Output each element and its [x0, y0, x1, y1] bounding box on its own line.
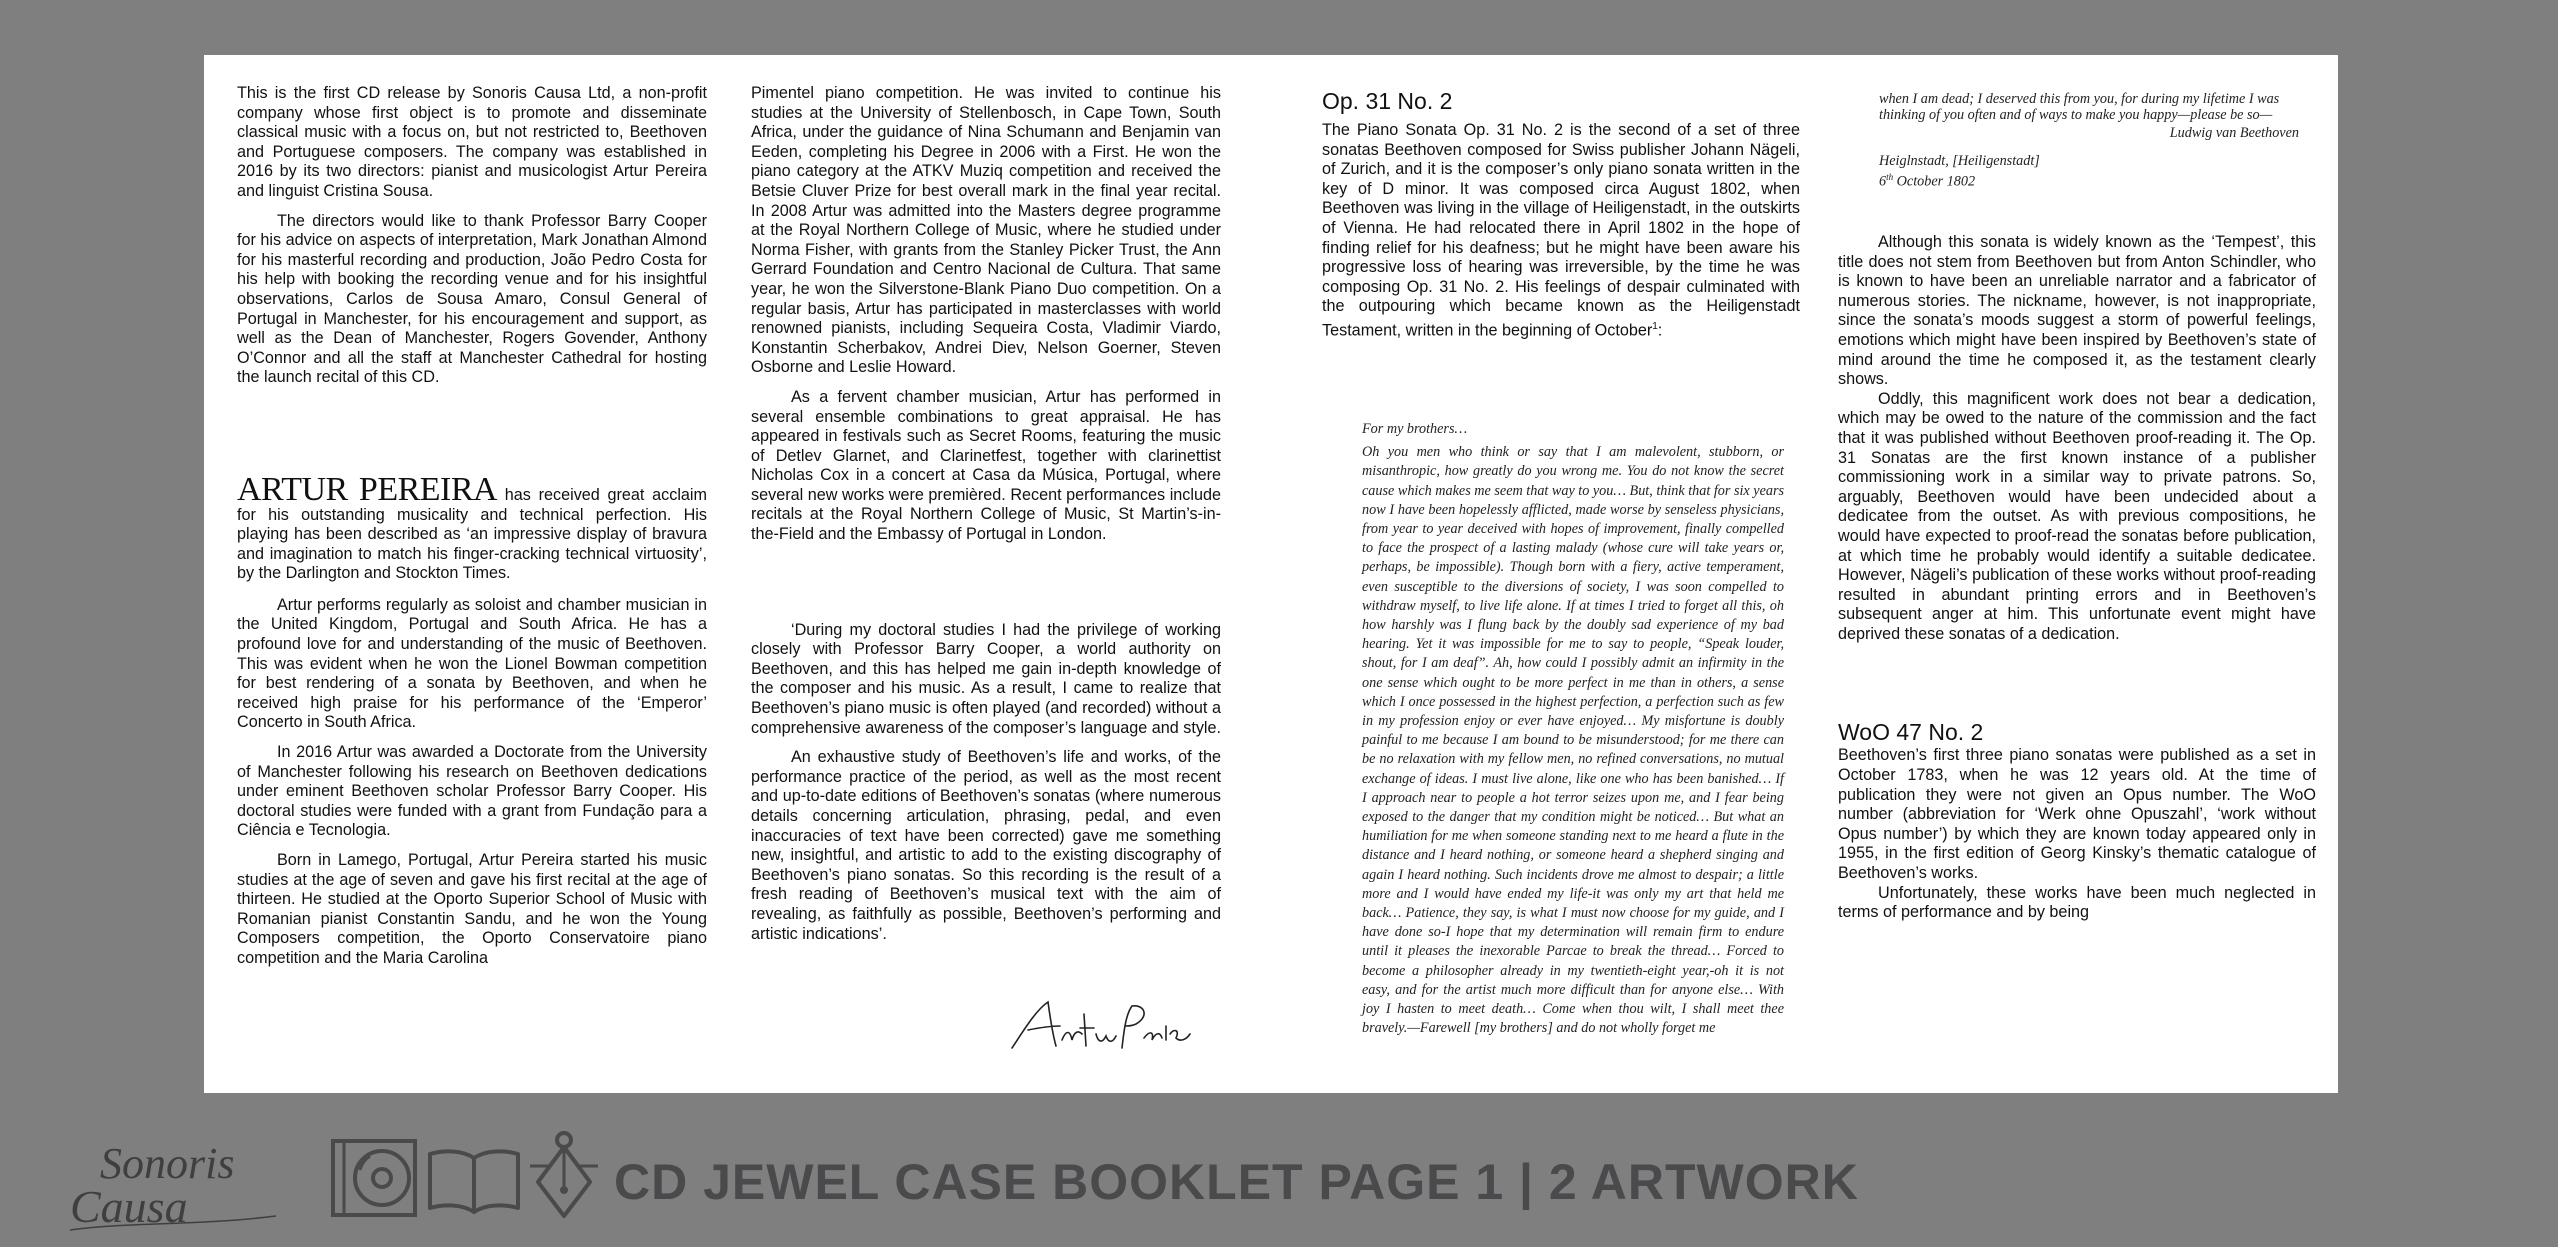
bio-paragraph-2: Artur performs regularly as soloist and chamber musician in the United Kingdom, Portugal and South Africa. He has a profound love for and understanding of the music of Beethoven. This was evident when he won the Lionel Bowman competition for best rendering of a sonata by Beethoven, and when he received high praise for his performance of the ‘Emperor’ Concerto in South Africa.: [237, 595, 707, 732]
handwritten-signature: [1004, 990, 1194, 1060]
column-3: [1322, 87, 1800, 341]
op31-text: The Piano Sonata Op. 31 No. 2 is the second of a set of three sonatas Beethoven composed for Swiss publisher Johann Nägeli, of Zurich, and it is the composer’s only piano sonata written in the key of D minor. It was composed circa August 1802, when Beethoven was living in the village of Heiligenstadt, in the outskirts of Vienna. He had relocated there in April 1802 in the hope of finding relief for his deafness; but he might have been aware his progressive loss of hearing was irreversible, by the time he was composing Op. 31 No. 2. His feelings of despair culminated with the outpouring which became known as the Heiligenstadt Testament, written in the beginning of October: [1322, 121, 1800, 340]
testament-coda: [1879, 91, 2299, 190]
letter-salutation: For my brothers…: [1362, 421, 1468, 437]
footer-title: CD JEWEL CASE BOOKLET PAGE 1 | 2 ARTWORK: [614, 1154, 1859, 1210]
letter-body: Oh you men who think or say that I am malevolent, stubborn, or misanthropic, how greatly do you wrong me. You do not know the secret cause which makes me seem that way to you… But, think that for six years now I have been hopelessly afflicted, made worse by senseless physicians, from year to year deceived with hopes of improvement, finally compelled to face the prospect of a lasting malady (whose cure will take years or, perhaps, be impossible). Though born with a fiery, active temperament, even susceptible to the diversions of society, I was soon compelled to withdraw myself, to live life alone. If at times I tried to forget all this, oh how harshly was I flung back by the doubly sad experience of my bad hearing. Yet it was impossible for me to say to people, “Speak louder, shout, for I am deaf”. Ah, how could I possibly admit an infirmity in the one sense which ought to be more perfect in me than in others, a sense which I once possessed in the highest perfection, a perfection such as few in my profession enjoy or ever have enjoyed… My misfortune is doubly painful to me because I am bound to be misunderstood; for me there can be no relaxation with my fellow men, no refined conversations, no mutual exchange of ideas. I must live alone, like one who has been banished… If I approach near to people a hot terror seizes upon me, and I fear being exposed to the danger that my condition might be noticed… But what an humiliation for me when someone standing next to me heard a flute in the distance and I heard nothing, or someone heard a shepherd singing and again I heard nothing. Such incidents drove me almost to despair; a little more and I would have ended my life-it was only my art that held me back… Patience, they say, is what I must now choose for my guide, and I have done so-I hope that my determination will remain firm to endure until it pleases the inexorable Parcae to break the thread… Forced to become a philosopher already in my twentieth-eight year,-oh it is not easy, and for the artist much more difficult than for anyone else… With joy I hasten to meet death… Come when thou wilt, I shall meet thee bravely.—Farewell [my brothers] and do not wholly forget me: [1362, 444, 1785, 1037]
dedication-paragraph: Oddly, this magnificent work does not bear a dedication, which may be owed to the nature of the commission and the fact that it was published without Beethoven proof-reading it. The Op. 31 Sonatas are the first known instance of a publisher commissioning work in a similar way to private patrons. So, arguably, Beethoven would have been undecided about a dedicatee from the outset. As with previous compositions, he would have expected to proof-read the sonatas before publication, at which time he probably would identify a suitable dedicatee. However, Nägeli’s publication of these works without proof-reading resulted in abundant printing errors and in Beethoven’s subsequent anger at him. This unfortunate event might have deprived these sonatas of a dedication.: [1838, 389, 2316, 643]
open-book-icon: [426, 1146, 522, 1216]
tempest-paragraph: Although this sonata is widely known as the ‘Tempest’, this title does not stem from Beethoven but from Anton Schindler, who is known to have been an unreliable narrator and a fabricator of numerous stories. The nickname, however, is not inappropriate, since the sonata’s moods suggest a storm of powerful feelings, emotions which might have been inspired by Beethoven’s state of mind around the time he composed it, as the testament clearly shows.: [1838, 233, 2316, 389]
svg-text:Causa: Causa: [70, 1181, 188, 1232]
testament-excerpt: [1362, 420, 1784, 1039]
coda-signature: Ludwig van Beethoven: [2169, 125, 2299, 141]
pen-nib-icon: [528, 1130, 600, 1220]
thanks-paragraph: The directors would like to thank Professor Barry Cooper for his advice on aspects of interpretation, Mark Jonathan Almond for his masterful recording and production, João Pedro Costa for his help with booking the recording venue and for his insightful observations, Carlos de Sousa Amaro, Consul General of Portugal in Manchester, for his encouragement and support, as well as the Dean of Manchester, Rogers Govender, Anthony O’Connor and all the staff at Manchester Cathedral for hosting the launch recital of this CD.: [237, 211, 707, 387]
bio-paragraph-4: Born in Lamego, Portugal, Artur Pereira started his music studies at the age of seven and gave his first recital at the age of thirteen. He studied at the Oporto Superior School of Music with Romanian pianist Constantin Sandu, and he won the Young Composers competition, the Oporto Conservatoire piano competition and the Maria Carolina: [237, 851, 707, 967]
column-4: [1838, 87, 2316, 923]
bio-paragraph-6: As a fervent chamber musician, Artur has performed in several ensemble combinations to great appraisal. He has appeared in festivals such as Secret Rooms, featuring the music of Detlev Glarnet, and Clarinetfest, together with clarinettist Nicholas Cox in a concert at Casa da Música, Portugal, where several new works were premièred. Recent performances include recitals at the Royal Northern College of Music, St Martin’s-in-the-Field and the Embassy of Portugal in London.: [751, 387, 1221, 544]
coda-day: 6: [1879, 173, 1887, 190]
spacer: [751, 555, 1221, 621]
svg-text:Sonoris: Sonoris: [100, 1139, 235, 1188]
op31-paragraph: [1322, 121, 1800, 341]
bio-text-1: has received great acclaim for his outstanding musicality and technical perfection. His playing has been described as ‘an impressive display of bravura and imagination to match his finger-cracking technical virtuosity’, by the Darlington and Stockton Times.: [237, 485, 707, 583]
column-1: [237, 84, 707, 969]
spacer: [1838, 654, 2316, 718]
bio-paragraph-3: In 2016 Artur was awarded a Doctorate from the University of Manchester following his research on Beethoven dedications under eminent Beethoven scholar Professor Barry Cooper. His doctoral studies were funded with a grant from Fundação para a Ciência e Tecnologia.: [237, 743, 707, 840]
section-heading-woo47: WoO 47 No. 2: [1838, 719, 1984, 746]
woo47-paragraph-2: Unfortunately, these works have been much neglected in terms of performance and by being: [1838, 883, 2316, 922]
spacer: [237, 398, 707, 480]
quote-paragraph-2: An exhaustive study of Beethoven’s life and works, of the performance practice of the period, as well as the most recent and up-to-date editions of Beethoven’s sonatas (where numerous details concerning articulation, phrasing, pedal, and even inaccuracies of text have been corrected) gave me something new, insightful, and artistic to add to the existing discography of Beethoven’s piano sonatas. So this recording is the result of a fresh reading of Beethoven’s musical text with the aim of revealing, as faithfully as possible, Beethoven’s performing and artistic indications’.: [751, 748, 1221, 943]
coda-ordinal: th: [1886, 172, 1894, 182]
bio-paragraph-1: [237, 470, 707, 584]
coda-date: [1879, 169, 2299, 190]
op31-text-end: :: [1657, 321, 1663, 340]
bio-paragraph-5: Pimentel piano competition. He was invited to continue his studies at the University of Stellenbosch, in Cape Town, South Africa, under the guidance of Nina Schumann and Benjamin van Eeden, completing his Degree in 2006 with a First. He won the piano category at the ATKV Muziq competition and received the Betsie Cluver Prize for best overall mark in the final year recital. In 2008 Artur was admitted into the Masters degree programme at the Royal Northern College of Music, where he studied under Norma Fisher, with grants from the Stanley Picker Trust, the Ann Gerrard Foundation and Centro Nacional de Cultura. That same year, he won the Silverstone-Blank Piano Duo competition. On a regular basis, Artur has participated in masterclasses with world renowned pianists, including Sequeira Costa, Vladimir Viardo, Konstantin Scherbakov, Andrei Diev, Nelson Goerner, Steven Osborne and Leslie Howard.: [751, 84, 1221, 377]
intro-paragraph: This is the first CD release by Sonoris Causa Ltd, a non-profit company whose first object is to promote and disseminate classical music with a focus on, but not restricted to, Beethoven and Portuguese composers. The company was established in 2016 by its two directors: pianist and musicologist Artur Pereira and linguist Cristina Sousa.: [237, 84, 707, 200]
disc-case-icon: [330, 1138, 418, 1218]
sonoris-causa-logo: [66, 1126, 294, 1236]
coda-text: when I am dead; I deserved this from you, for during my lifetime I was thinking of you often and of ways to make you happy—please be so—: [1879, 91, 2280, 123]
artist-name: ARTUR PEREIRA: [237, 470, 498, 508]
quote-paragraph-1: ‘During my doctoral studies I had the privilege of working closely with Professor Barry Cooper, a world authority on Beethoven, and this has helped me gain in-depth knowledge of the composer and his music. As a result, I came to realize that Beethoven’s piano music is often played (and recorded) without a comprehensive awareness of the composer’s language and style.: [751, 620, 1222, 737]
coda-month-year: October 1802: [1893, 173, 1976, 190]
booklet-sheet: [204, 55, 2338, 1093]
section-heading-op31: Op. 31 No. 2: [1322, 88, 1453, 114]
footnote-mark: 1: [1652, 320, 1658, 332]
column-2: [751, 84, 1221, 944]
coda-place: Heiglnstadt, [Heiligenstadt]: [1879, 153, 2040, 169]
woo47-paragraph: Beethoven’s first three piano sonatas were published as a set in October 1783, when he was 12 years old. At the time of publication they were not given an Opus number. The WoO number (abbreviation for ‘Werk ohne Opuszahl’, ‘work without Opus number’) by which they are known today appeared only in 1955, in the first edition of Georg Kinsky’s thematic catalogue of Beethoven’s works.: [1838, 746, 2316, 883]
